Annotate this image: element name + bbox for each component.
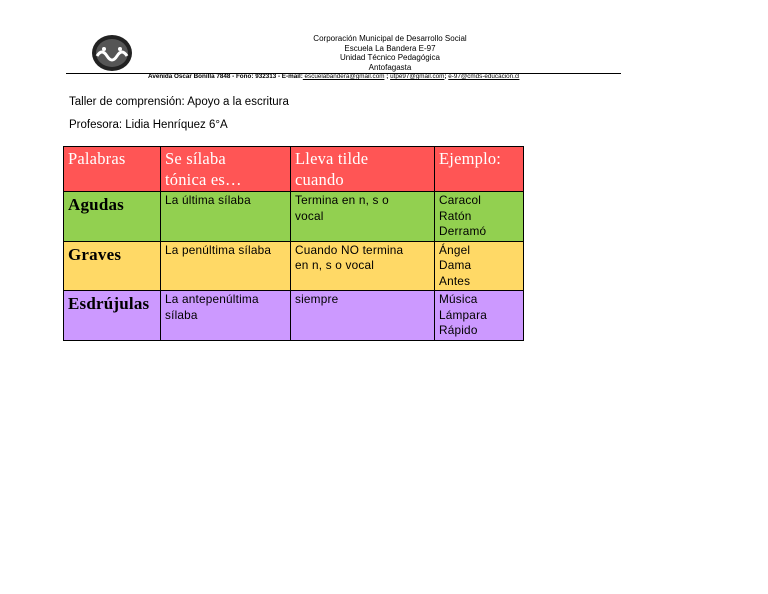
word-type-cell xyxy=(64,291,161,341)
word-type-cell xyxy=(64,241,161,291)
word-type-label: Graves xyxy=(68,244,122,264)
address-text: Avenida Oscar Bonilla 7848 - Fono: 932313 - E-mail: xyxy=(148,73,303,80)
example-word: Antes xyxy=(439,273,471,288)
word-type-label: Agudas xyxy=(68,195,125,214)
accent-rules-table xyxy=(63,146,524,341)
school-logo xyxy=(91,34,133,72)
rule-cell xyxy=(291,291,435,341)
examples-cell xyxy=(435,291,524,341)
example-word: Derramó xyxy=(439,224,487,238)
header-text: cuando xyxy=(295,170,344,189)
example-word: Caracol xyxy=(439,193,482,207)
example-word: Lámpara xyxy=(439,307,487,322)
table-row-agudas xyxy=(64,192,524,242)
separator: ; xyxy=(384,73,391,80)
word-type-cell xyxy=(64,192,161,242)
table-header-cell xyxy=(291,147,435,192)
address-line xyxy=(148,73,628,81)
rule-text: vocal xyxy=(295,208,324,223)
teacher-line: Profesora: Lidia Henríquez 6°A xyxy=(69,119,228,131)
example-word: Dama xyxy=(439,258,472,272)
stress-cell xyxy=(161,241,291,291)
rule-text: Cuando NO termina xyxy=(295,242,404,257)
rule-text: siempre xyxy=(295,292,339,306)
letterhead-line: Escuela La Bandera E-97 xyxy=(344,43,436,53)
separator: ; xyxy=(444,73,449,80)
letterhead xyxy=(240,34,540,72)
email-link[interactable]: escuelabandera@gmail.com xyxy=(302,73,385,80)
header-text: Se sílaba xyxy=(165,149,226,168)
header-text: Lleva tilde xyxy=(295,149,369,168)
letterhead-line: Antofagasta xyxy=(368,62,412,72)
example-word: Ángel xyxy=(439,242,471,257)
stress-text: La penúltima sílaba xyxy=(165,242,272,257)
table-row-esdrujulas xyxy=(64,291,524,341)
workshop-title: Taller de comprensión: Apoyo a la escritura xyxy=(69,96,289,108)
stress-text: La antepenúltima xyxy=(165,292,259,306)
rule-text: Termina en n, s o xyxy=(295,193,389,207)
stress-cell xyxy=(161,291,291,341)
header-text: Ejemplo: xyxy=(439,149,502,168)
stress-cell xyxy=(161,192,291,242)
table-header-cell xyxy=(161,147,291,192)
table-header-cell xyxy=(435,147,524,192)
examples-cell xyxy=(435,192,524,242)
stress-text: sílaba xyxy=(165,307,198,322)
email-link[interactable]: utpe97@gmail.com xyxy=(390,73,445,80)
header-text: tónica es… xyxy=(165,170,242,189)
email-link[interactable]: e-97@cmds-educacion.cl xyxy=(448,73,520,80)
example-word: Rápido xyxy=(439,323,478,337)
table-header-cell xyxy=(64,147,161,192)
letterhead-line: Corporación Municipal de Desarrollo Social xyxy=(313,34,467,43)
stress-text: La última sílaba xyxy=(165,193,251,207)
table-row-graves xyxy=(64,241,524,291)
rule-text: en n, s o vocal xyxy=(295,258,375,272)
rule-cell xyxy=(291,241,435,291)
word-type-label: Esdrújulas xyxy=(68,294,150,313)
example-word: Música xyxy=(439,292,478,306)
rule-cell xyxy=(291,192,435,242)
example-word: Ratón xyxy=(439,208,472,223)
table-header-row xyxy=(64,147,524,192)
examples-cell xyxy=(435,241,524,291)
header-text: Palabras xyxy=(68,149,126,168)
letterhead-line: Unidad Técnico Pedagógica xyxy=(340,53,440,62)
